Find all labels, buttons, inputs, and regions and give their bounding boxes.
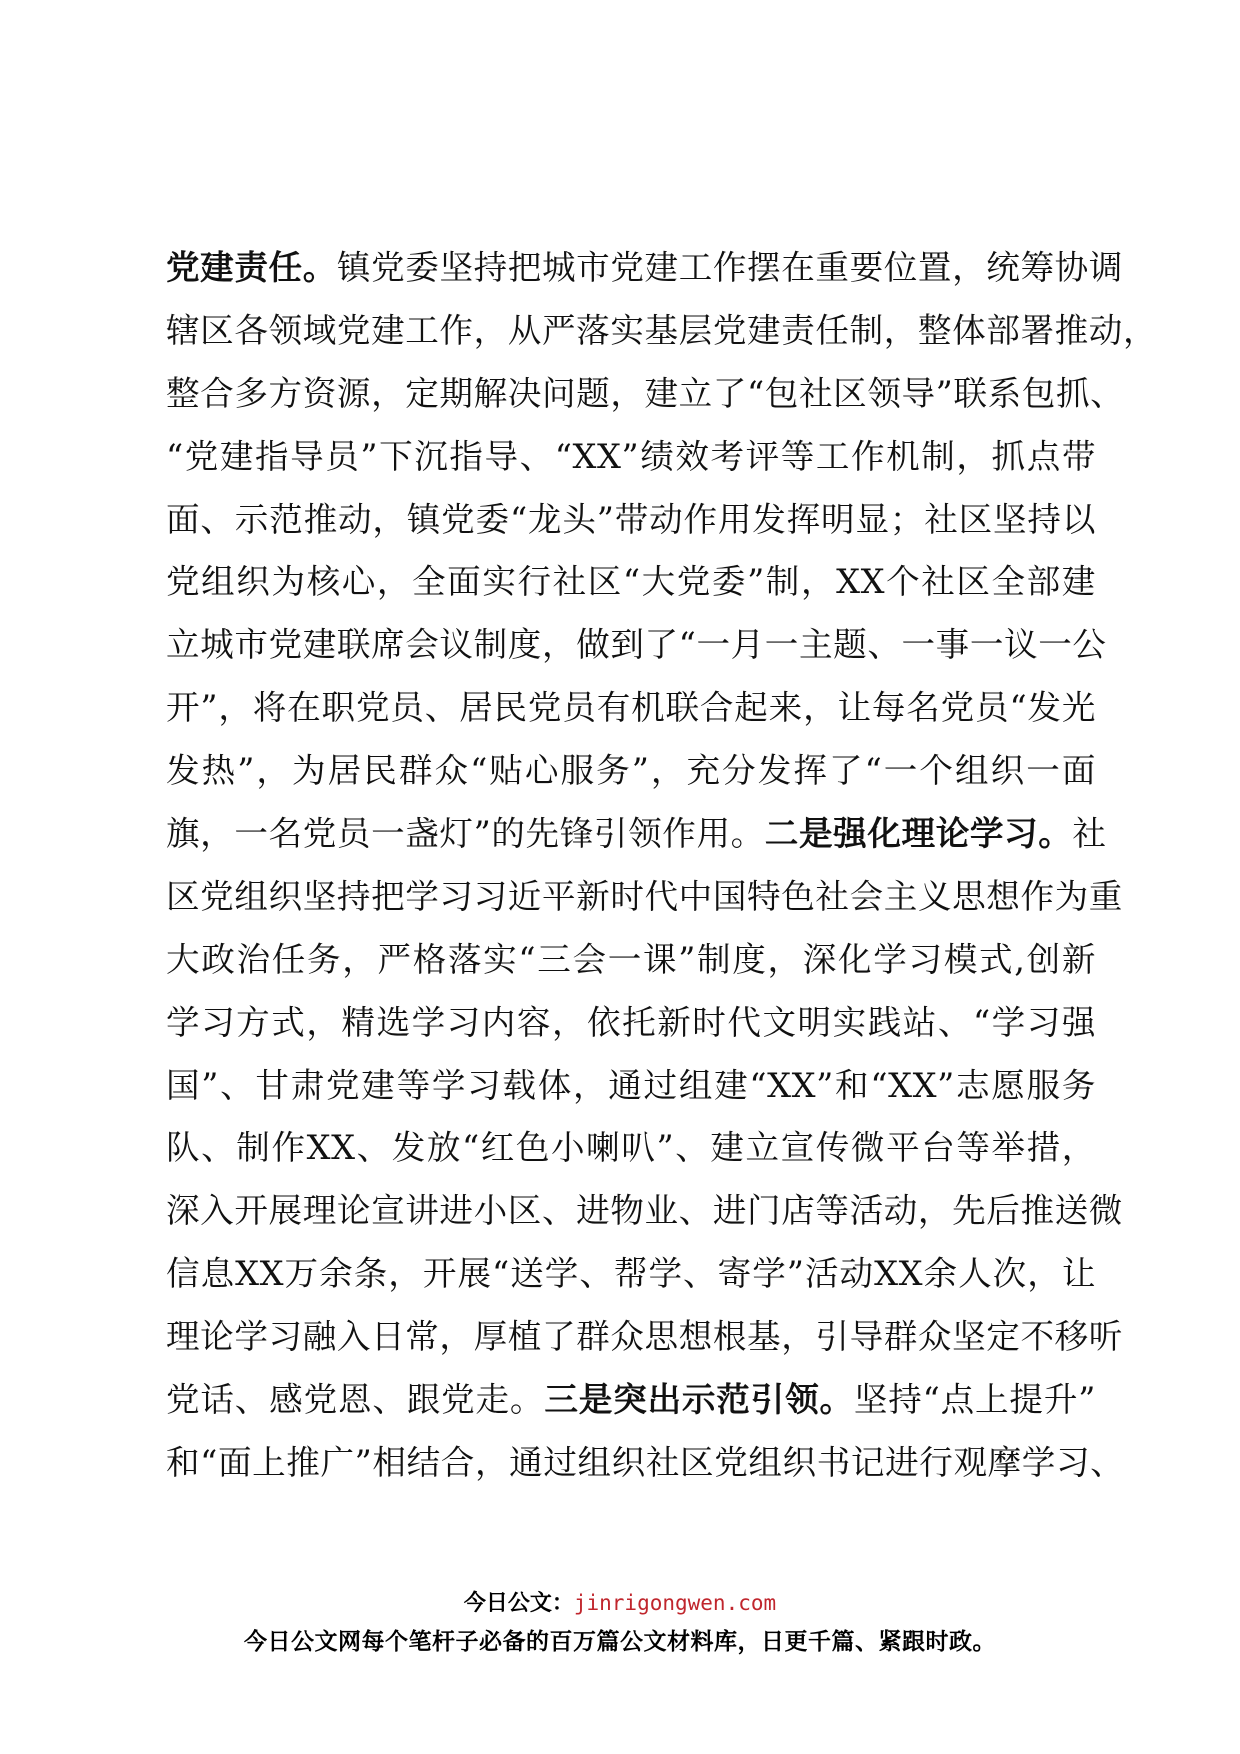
text-line	[166, 614, 1107, 677]
text-segment: 旗，一名党员一盏灯”的先锋引领作用。	[166, 814, 765, 854]
text-line	[166, 929, 1096, 992]
text-line	[166, 1369, 1096, 1432]
text-line	[166, 1055, 1096, 1118]
text-segment: 队、制作XX、发放“红色小喇叭”、建立宣传微平台等举措，	[166, 1128, 1096, 1168]
text-segment: “党建指导员”下沉指导、“XX”绩效考评等工作机制，抓点带	[166, 436, 1096, 476]
document-body	[166, 237, 1158, 1495]
text-line	[166, 740, 1096, 803]
text-line	[166, 426, 1096, 489]
text-segment: 面、示范推动，镇党委“龙头”带动作用发挥明显；社区坚持以	[166, 499, 1096, 539]
text-line	[166, 300, 1158, 363]
text-segment: 辖区各领域党建工作，从严落实基层党建责任制，整体部署推动，	[166, 310, 1158, 350]
text-segment: 镇党委坚持把城市党建工作摆在重要位置，统筹协调	[336, 248, 1124, 287]
text-line	[166, 1306, 1123, 1369]
footer-label: 今日公文：	[463, 1591, 574, 1616]
text-segment: 理论学习融入日常，厚植了群众思想根基，引导群众坚定不移听	[166, 1317, 1123, 1357]
text-line	[166, 363, 1125, 426]
bold-heading-segment: 党建责任。	[166, 248, 337, 287]
text-segment: 区党组织坚持把学习习近平新时代中国特色社会主义思想作为重	[166, 876, 1123, 916]
text-line	[166, 677, 1096, 740]
text-segment: 国”、甘肃党建等学习载体，通过组建“XX”和“XX”志愿服务	[166, 1065, 1096, 1105]
bold-heading-segment: 三是突出示范引领。	[544, 1380, 854, 1420]
text-line	[166, 992, 1096, 1055]
text-segment: 深入开展理论宣讲进小区、进物业、进门店等活动，先后推送微	[166, 1191, 1123, 1231]
text-segment: 立城市党建联席会议制度，做到了“一月一主题、一事一议一公	[166, 625, 1107, 665]
text-segment: 整合多方资源，定期解决问题，建立了“包社区领导”联系包抓、	[166, 373, 1125, 413]
footer-source	[0, 1588, 1240, 1619]
footer-url[interactable]: jinrigongwen.com	[573, 1591, 777, 1615]
text-line	[166, 551, 1096, 614]
text-line	[166, 866, 1123, 929]
text-line	[166, 1432, 1125, 1495]
text-segment: 大政治任务，严格落实“三会一课”制度，深化学习模式,创新	[166, 939, 1096, 979]
text-segment: 发热”，为居民群众“贴心服务”，充分发挥了“一个组织一面	[166, 751, 1096, 791]
text-segment: 学习方式，精选学习内容，依托新时代文明实践站、“学习强	[166, 1002, 1096, 1042]
bold-heading-segment: 二是强化理论学习。	[764, 814, 1073, 854]
text-line	[166, 1117, 1096, 1180]
footer-slogan: 今日公文网每个笔杆子必备的百万篇公文材料库，日更千篇、紧跟时政。	[244, 1629, 996, 1655]
text-segment: 党组织为核心，全面实行社区“大党委”制，XX个社区全部建	[166, 562, 1096, 602]
text-line	[166, 237, 1124, 300]
text-segment: 社	[1072, 814, 1107, 854]
text-line	[166, 489, 1096, 552]
text-segment: 党话、感党恩、跟党走。	[166, 1380, 545, 1420]
text-line	[166, 1180, 1123, 1243]
text-segment: 信息XX万余条，开展“送学、帮学、寄学”活动XX余人次，让	[166, 1254, 1096, 1294]
text-line	[166, 803, 1107, 866]
text-segment: 开”，将在职党员、居民党员有机联合起来，让每名党员“发光	[166, 688, 1096, 728]
text-segment: 和“面上推广”相结合，通过组织社区党组织书记进行观摩学习、	[166, 1442, 1125, 1482]
text-segment: 坚持“点上提升”	[853, 1380, 1096, 1420]
text-line	[166, 1243, 1096, 1306]
